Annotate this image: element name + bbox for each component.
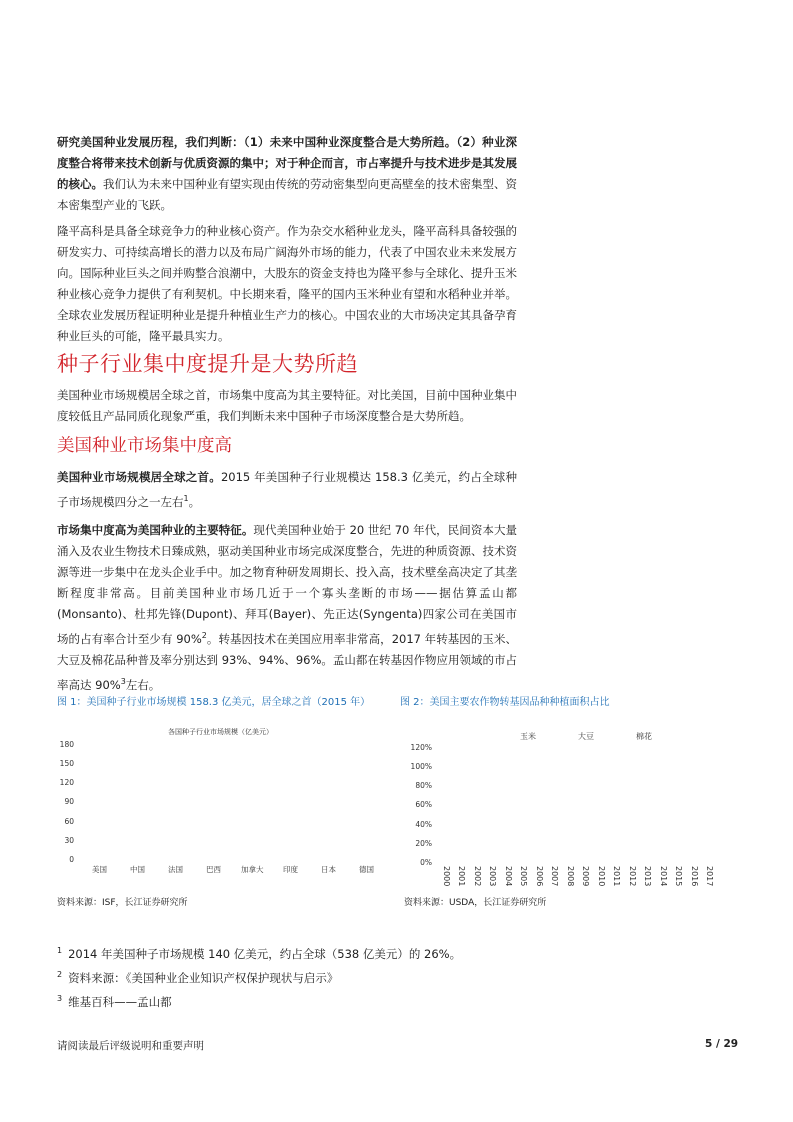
footer-disclaimer[interactable]: 请阅读最后评级说明和重要声明 xyxy=(57,1040,204,1052)
footnote-ref-1[interactable]: 1 xyxy=(183,494,189,503)
market-size-bold: 美国种业市场规模居全球之首。 xyxy=(57,470,221,484)
chart2-ytick: 40% xyxy=(415,820,432,829)
market-size-paragraph xyxy=(57,467,517,513)
chart2-xtick: 2002 xyxy=(473,866,482,887)
footnote-ref-2[interactable]: 2 xyxy=(201,631,207,640)
market-size-end: 。 xyxy=(188,494,201,509)
chart2-xtick: 2009 xyxy=(581,866,590,887)
chart2-xtick: 2001 xyxy=(457,866,466,887)
footnote-text: 资料来源：《美国种业企业知识产权保护现状与启示》 xyxy=(68,971,339,985)
footnote-num: 3 xyxy=(57,994,63,1003)
chart2-xtick: 2004 xyxy=(504,866,513,887)
chart2-xtick: 2007 xyxy=(550,866,559,887)
figure1-source: 资料来源：ISF，长江证券研究所 xyxy=(57,898,188,908)
chart1-xtick: 印度 xyxy=(283,865,298,874)
chart1-xtick: 美国 xyxy=(92,865,107,874)
feature-text-2: 。转基因技术在美国应用率非常高，2017 年转基因的玉米、大豆及棉花品种普及率分别达到 93%、94%、96%。孟山都在转基因作物应用领域的市占率高达 90% xyxy=(57,631,518,692)
chart2-xtick: 2010 xyxy=(597,866,606,887)
chart1-xtick: 中国 xyxy=(130,865,145,874)
chart2-legend-item: 玉米 xyxy=(520,732,536,741)
footnote-num: 2 xyxy=(57,970,63,979)
chart1-ytick: 150 xyxy=(59,759,74,768)
longping-paragraph xyxy=(57,221,517,347)
market-size-text: 2015 年美国种子行业规模达 158.3 亿美元，约占全球种子市场规模四分之一左右 xyxy=(57,470,517,509)
chart2-ytick: 0% xyxy=(420,858,432,867)
chart1-ytick: 60 xyxy=(64,817,74,826)
feature-text-1: 现代美国种业始于 20 世纪 70 年代，民间资本大量涌入及农业生物技术日臻成熟，驱动美国种业市场完成深度整合，先进的种质资源、技术资源等进一步集中在龙头企业手中。加之物育种研发周期长、投入高，技术壁垒高决定了其垄断程度非常高。目前美国种业市场几近于一个寡头垄断的市场——据估算孟山都(Monsanto)、杜邦先锋(Dupont)、拜耳(Bayer)、先正达(Syngenta)四家公司在美国市场的占有率合计至少有 90% xyxy=(57,523,517,646)
footnote-text: 2014 年美国种子市场规模 140 亿美元，约占全球（538 亿美元）的 26%。 xyxy=(68,947,462,961)
feature-bold: 市场集中度高为美国种业的主要特征。 xyxy=(57,523,254,537)
figure2-source: 资料来源：USDA，长江证券研究所 xyxy=(404,898,547,908)
longping-text: 隆平高科是具备全球竞争力的种业核心资产。作为杂交水稻种业龙头，隆平高科具备较强的研发实力、可持续高增长的潜力以及布局广阔海外市场的能力，代表了中国农业未来发展方向。国际种业巨头之间并购整合浪潮中，大股东的资金支持也为隆平参与全球化、提升玉米种业核心竞争力提供了有利契机。中长期来看，隆平的国内玉米种业有望和水稻种业并举。全球农业发展历程证明种业是提升种植业生产力的核心。中国农业的大市场决定其具备孕育种业巨头的可能，隆平最具实力。 xyxy=(57,224,517,343)
page-number: 5 / 29 xyxy=(705,1038,739,1050)
chart1-ytick: 30 xyxy=(64,836,74,845)
footnote-ref-3[interactable]: 3 xyxy=(120,676,126,686)
chart2-legend-item: 大豆 xyxy=(578,732,594,741)
intro-text: 我们认为未来中国种业有望实现由传统的劳动密集型向更高壁垒的技术密集型、资本密集型产业的飞跃。 xyxy=(57,177,517,212)
chart2-ytick: 80% xyxy=(415,781,432,790)
chart1-xtick: 法国 xyxy=(168,865,183,874)
chart2-xtick: 2011 xyxy=(612,866,621,887)
intro-paragraph xyxy=(57,132,517,216)
concentration-text: 美国种业市场规模居全球之首，市场集中度高为其主要特征。对比美国，目前中国种业集中度较低且产品同质化现象严重，我们判断未来中国种子市场深度整合是大势所趋。 xyxy=(57,388,517,423)
feature-paragraph xyxy=(57,520,517,696)
chart1-xtick: 加拿大 xyxy=(241,865,264,874)
chart2-legend-item: 棉花 xyxy=(636,732,652,741)
feature-text-3: 左右。 xyxy=(125,677,161,692)
footnote-text: 维基百科——孟山都 xyxy=(68,995,172,1009)
chart1-ytick: 120 xyxy=(59,778,74,787)
chart2-xtick: 2016 xyxy=(690,866,699,887)
chart2-xtick: 2008 xyxy=(566,866,575,887)
chart2-xtick: 2017 xyxy=(705,866,714,887)
concentration-paragraph xyxy=(57,385,517,427)
chart1-ytick: 90 xyxy=(64,797,74,806)
chart2-xtick: 2015 xyxy=(674,866,683,887)
chart2-ytick: 120% xyxy=(410,743,432,752)
chart2-xtick: 2012 xyxy=(628,866,637,887)
chart2-xtick: 2000 xyxy=(442,866,451,887)
intro-bold-text: 研究美国种业发展历程，我们判断：（1）未来中国种业深度整合是大势所趋。（2）种业深度整合将带来技术创新与优质资源的集中；对于种企而言，市占率提升与技术进步是其发展的核心。 xyxy=(57,135,517,191)
chart1-xtick: 巴西 xyxy=(206,865,221,874)
chart2-xtick: 2013 xyxy=(643,866,652,887)
footnote-3 xyxy=(57,994,172,1010)
chart2-ytick: 20% xyxy=(415,839,432,848)
chart1-title: 各国种子行业市场规模（亿美元） xyxy=(168,728,273,736)
chart2-xtick: 2003 xyxy=(488,866,497,887)
chart1-xtick: 德国 xyxy=(359,865,374,874)
chart1-xtick: 日本 xyxy=(321,865,336,874)
chart2-xtick: 2014 xyxy=(659,866,668,887)
chart2-ytick: 100% xyxy=(410,762,432,771)
chart1-ytick: 0 xyxy=(69,855,74,864)
figure2-caption: 图 2：美国主要农作物转基因品种种植面积占比 xyxy=(400,697,610,708)
chart1-ytick: 180 xyxy=(59,740,74,749)
footnote-num: 1 xyxy=(57,946,63,955)
section-heading: 种子行业集中度提升是大势所趋 xyxy=(57,352,358,376)
chart2-xtick: 2006 xyxy=(535,866,544,887)
footnote-1 xyxy=(57,946,461,962)
figure1-caption: 图 1：美国种子行业市场规模 158.3 亿美元，居全球之首（2015 年） xyxy=(57,697,371,708)
chart2-ytick: 60% xyxy=(415,800,432,809)
chart2-xtick: 2005 xyxy=(519,866,528,887)
footnote-2 xyxy=(57,970,338,986)
subsection-heading: 美国种业市场集中度高 xyxy=(57,436,232,456)
